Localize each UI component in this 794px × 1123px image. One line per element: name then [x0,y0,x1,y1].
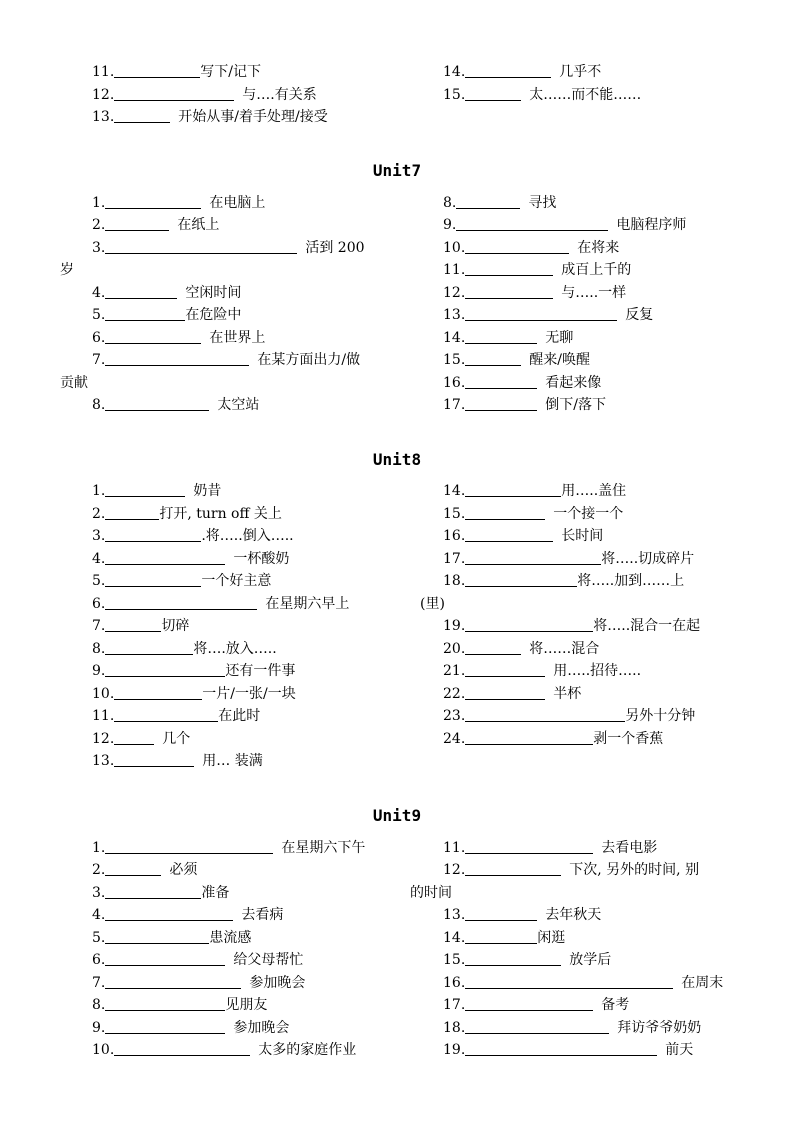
item-number: 6. [92,330,106,346]
vocab-item [92,751,263,771]
item-meaning: 放学后 [569,952,612,968]
answer-blank[interactable] [114,63,200,78]
answer-blank[interactable] [465,63,551,78]
item-number: 15. [443,952,466,968]
answer-blank[interactable] [465,730,593,745]
item-meaning: 在电脑上 [209,195,266,211]
vocab-item [443,684,581,704]
vocab-item [92,328,265,348]
item-meaning: 贡献 [60,375,88,391]
item-meaning: 前天 [665,1042,694,1058]
vocab-item [443,905,601,925]
answer-blank[interactable] [105,284,177,299]
item-number: 13. [92,753,115,769]
item-number: 14. [443,330,466,346]
vocab-item [92,905,283,925]
vocab-item [92,504,282,524]
item-meaning: 用… 装满 [202,753,263,769]
answer-blank[interactable] [465,996,593,1011]
answer-blank[interactable] [465,239,569,254]
unit8-title: Unit8 [372,450,422,469]
vocab-item [92,1040,356,1060]
item-number: 17. [443,551,466,567]
item-number: 1. [92,195,106,211]
answer-blank[interactable] [465,974,673,989]
item-meaning: 用…..盖住 [561,483,627,499]
vocab-item [443,995,629,1015]
item-meaning: 在世界上 [209,330,266,346]
item-meaning: 将…..切成碎片 [601,551,695,567]
item-meaning: 一个接一个 [553,506,624,522]
item-meaning: 活到 200 [305,240,365,256]
vocab-item [92,706,260,726]
item-meaning: 另外十分钟 [625,708,696,724]
item-meaning: 去年秋天 [545,907,602,923]
item-meaning: 一杯酸奶 [233,551,290,567]
item-meaning: 开始从事/着手处理/接受 [178,109,328,125]
item-number: 18. [443,1020,466,1036]
answer-blank[interactable] [105,662,225,677]
item-meaning: 去看病 [241,907,284,923]
item-meaning: 在将来 [577,240,620,256]
item-number: 20. [443,641,466,657]
item-meaning: 太多的家庭作业 [258,1042,357,1058]
item-number: 7. [92,975,106,991]
item-meaning: 的时间 [410,885,452,901]
item-meaning: 空闲时间 [185,285,242,301]
item-meaning: 拜访爷爷奶奶 [617,1020,702,1036]
item-meaning: 将……混合 [529,641,600,657]
answer-blank[interactable] [114,108,170,123]
item-number: 13. [92,109,115,125]
item-meaning: 在此时 [218,708,261,724]
item-meaning: 剥一个香蕉 [593,731,664,747]
answer-blank[interactable] [465,329,537,344]
item-meaning: 将…..混合一在起 [593,618,701,634]
vocab-item [443,973,723,993]
vocab-item [92,1018,289,1038]
item-meaning: 备考 [601,997,630,1013]
answer-blank[interactable] [105,951,225,966]
item-number: 5. [92,573,106,589]
answer-blank[interactable] [465,685,545,700]
item-number: 13. [443,907,466,923]
item-number: 4. [92,907,106,923]
answer-blank[interactable] [465,482,561,497]
item-meaning: 在星期六下午 [281,840,366,856]
item-number: 10. [92,1042,115,1058]
vocab-item [443,283,626,303]
item-meaning: (里) [420,596,445,612]
answer-blank[interactable] [465,951,561,966]
vocab-item [443,706,695,726]
item-meaning: 在周末 [681,975,724,991]
answer-blank[interactable] [105,572,201,587]
item-number: 14. [443,930,466,946]
answer-blank[interactable] [456,216,608,231]
vocab-item [92,973,305,993]
item-meaning: 奶昔 [193,483,222,499]
vocab-item [92,85,317,105]
item-number: 15. [443,87,466,103]
item-meaning: 几乎不 [559,64,602,80]
vocab-item [92,684,296,704]
vocab-item [443,639,599,659]
vocab-item [443,395,606,415]
vocab-item [443,1018,701,1038]
item-number: 1. [92,483,106,499]
item-number: 16. [443,528,466,544]
answer-blank[interactable] [465,86,521,101]
vocab-item [443,661,641,681]
item-meaning: 寻找 [528,195,557,211]
vocab-item [92,639,277,659]
vocab-item [443,62,601,82]
item-meaning: 长时间 [561,528,604,544]
vocab-item [443,305,653,325]
item-number: 8. [92,641,106,657]
item-number: 15. [443,506,466,522]
item-number: 11. [443,262,466,278]
vocab-item [443,215,686,235]
answer-blank[interactable] [465,707,625,722]
answer-blank[interactable] [105,1019,225,1034]
vocab-item [443,838,657,858]
unit9-title: Unit9 [372,806,422,825]
item-meaning: 在星期六早上 [265,596,350,612]
item-meaning: 下次, 另外的时间, 别 [569,862,700,878]
answer-blank[interactable] [465,374,537,389]
vocab-item [443,928,565,948]
answer-blank[interactable] [465,572,577,587]
answer-blank[interactable] [465,839,593,854]
answer-blank[interactable] [105,482,185,497]
item-meaning: 参加晚会 [249,975,306,991]
answer-blank[interactable] [105,906,233,921]
item-meaning: 几个 [162,731,191,747]
item-meaning: 给父母帮忙 [233,952,304,968]
item-meaning: 患流感 [209,930,252,946]
vocab-item [92,305,241,325]
item-number: 12. [443,285,466,301]
vocab-item [92,661,295,681]
answer-blank[interactable] [105,396,209,411]
vocab-item [443,328,573,348]
answer-blank[interactable] [465,929,537,944]
item-number: 3. [92,240,106,256]
vocab-item [92,350,360,370]
answer-blank[interactable] [465,396,537,411]
item-meaning: 岁 [60,262,74,278]
item-meaning: 无聊 [545,330,574,346]
item-number: 8. [92,397,106,413]
vocab-item [443,571,684,591]
item-meaning: 准备 [201,885,230,901]
item-number: 19. [443,618,466,634]
item-number: 4. [92,285,106,301]
item-number: 8. [443,195,457,211]
item-meaning: 见朋友 [225,997,268,1013]
vocab-item [443,504,623,524]
item-meaning: 还有一件事 [225,663,296,679]
vocab-item [443,193,556,213]
answer-blank[interactable] [105,974,241,989]
answer-blank[interactable] [465,351,521,366]
item-number: 16. [443,975,466,991]
answer-blank[interactable] [105,550,225,565]
vocab-item [92,616,189,636]
item-meaning: 用…..招待….. [553,663,642,679]
item-number: 22. [443,686,466,702]
item-meaning: 将…..加到……上 [577,573,685,589]
item-meaning: 写下/记下 [200,64,261,80]
vocab-item [92,62,261,82]
item-meaning: 醒来/唤醒 [529,352,590,368]
item-number: 4. [92,551,106,567]
item-number: 9. [92,663,106,679]
answer-blank[interactable] [105,640,193,655]
item-number: 23. [443,708,466,724]
vocab-item [443,729,663,749]
answer-blank[interactable] [105,329,201,344]
vocab-item [443,526,603,546]
item-meaning: 去看电影 [601,840,658,856]
answer-blank[interactable] [465,527,553,542]
answer-blank[interactable] [114,685,202,700]
item-number: 2. [92,506,106,522]
answer-blank[interactable] [105,351,249,366]
item-number: 3. [92,885,106,901]
item-meaning: 与…..一样 [561,285,627,301]
vocab-item [443,350,590,370]
item-meaning: 太空站 [217,397,260,413]
item-number: 13. [443,307,466,323]
vocab-item [443,481,626,501]
item-number: 14. [443,483,466,499]
item-meaning: 打开, turn off 关上 [159,506,282,522]
item-number: 5. [92,930,106,946]
item-number: 2. [92,217,106,233]
answer-blank[interactable] [105,839,273,854]
item-meaning: 看起来像 [545,375,602,391]
item-number: 19. [443,1042,466,1058]
item-meaning: .将…..倒入….. [201,528,294,544]
item-number: 8. [92,997,106,1013]
item-number: 7. [92,618,106,634]
item-number: 6. [92,596,106,612]
vocab-item [443,260,631,280]
vocab-item [60,373,88,393]
vocab-item [92,860,197,880]
item-meaning: 切碎 [161,618,190,634]
item-number: 1. [92,840,106,856]
vocab-item [92,193,265,213]
item-meaning: 半杯 [553,686,582,702]
item-number: 12. [443,862,466,878]
vocab-item [92,107,328,127]
answer-blank[interactable] [105,505,159,520]
item-number: 21. [443,663,466,679]
item-number: 11. [92,708,115,724]
vocab-item [443,860,699,880]
vocab-item [443,549,694,569]
vocab-item [410,883,452,903]
vocab-item [60,260,74,280]
item-number: 9. [443,217,457,233]
item-meaning: 参加晚会 [233,1020,290,1036]
answer-blank[interactable] [465,906,537,921]
item-meaning: 太……而不能…… [529,87,642,103]
item-meaning: 闲逛 [537,930,566,946]
item-meaning: 在纸上 [177,217,220,233]
answer-blank[interactable] [465,617,593,632]
vocab-item [92,395,259,415]
item-number: 11. [443,840,466,856]
item-number: 17. [443,997,466,1013]
item-number: 6. [92,952,106,968]
vocab-item [92,283,241,303]
vocab-item [92,526,294,546]
answer-blank[interactable] [456,194,520,209]
vocab-item [443,616,700,636]
item-meaning: 成百上千的 [561,262,632,278]
vocab-item [443,85,641,105]
item-number: 18. [443,573,466,589]
answer-blank[interactable] [105,929,209,944]
item-meaning: 一个好主意 [201,573,272,589]
vocab-item [92,928,251,948]
item-meaning: 将….放入….. [193,641,277,657]
item-number: 9. [92,1020,106,1036]
answer-blank[interactable] [105,861,161,876]
vocab-item [92,995,267,1015]
vocab-item [92,571,271,591]
item-meaning: 倒下/落下 [545,397,606,413]
answer-blank[interactable] [105,239,297,254]
item-number: 10. [443,240,466,256]
vocab-item [92,215,219,235]
answer-blank[interactable] [465,1019,609,1034]
vocab-item [443,950,611,970]
answer-blank[interactable] [105,595,257,610]
item-number: 3. [92,528,106,544]
answer-blank[interactable] [465,284,553,299]
item-number: 7. [92,352,106,368]
answer-blank[interactable] [105,306,185,321]
vocab-item [443,238,619,258]
item-number: 11. [92,64,115,80]
item-meaning: 在危险中 [185,307,242,323]
answer-blank[interactable] [114,86,234,101]
vocab-item [420,594,445,614]
answer-blank[interactable] [465,261,553,276]
vocab-item [92,594,349,614]
answer-blank[interactable] [105,527,201,542]
vocab-item [443,1040,693,1060]
answer-blank[interactable] [465,861,561,876]
vocab-item [92,549,289,569]
answer-blank[interactable] [105,194,201,209]
item-meaning: 与….有关系 [242,87,317,103]
vocab-item [92,238,365,258]
item-number: 5. [92,307,106,323]
vocab-item [92,883,229,903]
vocab-item [92,838,365,858]
item-number: 24. [443,731,466,747]
vocab-item [92,481,221,501]
vocab-item [92,729,190,749]
answer-blank[interactable] [465,550,601,565]
unit7-title: Unit7 [372,161,422,180]
answer-blank[interactable] [465,505,545,520]
item-number: 17. [443,397,466,413]
answer-blank[interactable] [105,996,225,1011]
item-number: 10. [92,686,115,702]
answer-blank[interactable] [105,617,161,632]
answer-blank[interactable] [105,216,169,231]
item-number: 15. [443,352,466,368]
item-number: 14. [443,64,466,80]
answer-blank[interactable] [114,730,154,745]
vocab-item [443,373,601,393]
answer-blank[interactable] [114,1041,250,1056]
answer-blank[interactable] [465,640,521,655]
item-meaning: 在某方面出力/做 [257,352,361,368]
answer-blank[interactable] [114,752,194,767]
answer-blank[interactable] [465,306,617,321]
item-number: 12. [92,731,115,747]
answer-blank[interactable] [465,1041,657,1056]
item-meaning: 一片/一张/一块 [202,686,296,702]
item-meaning: 电脑程序师 [616,217,687,233]
vocab-item [92,950,303,970]
answer-blank[interactable] [114,707,218,722]
item-number: 2. [92,862,106,878]
item-number: 12. [92,87,115,103]
item-meaning: 必须 [169,862,198,878]
answer-blank[interactable] [465,662,545,677]
answer-blank[interactable] [105,884,201,899]
item-meaning: 反复 [625,307,654,323]
item-number: 16. [443,375,466,391]
